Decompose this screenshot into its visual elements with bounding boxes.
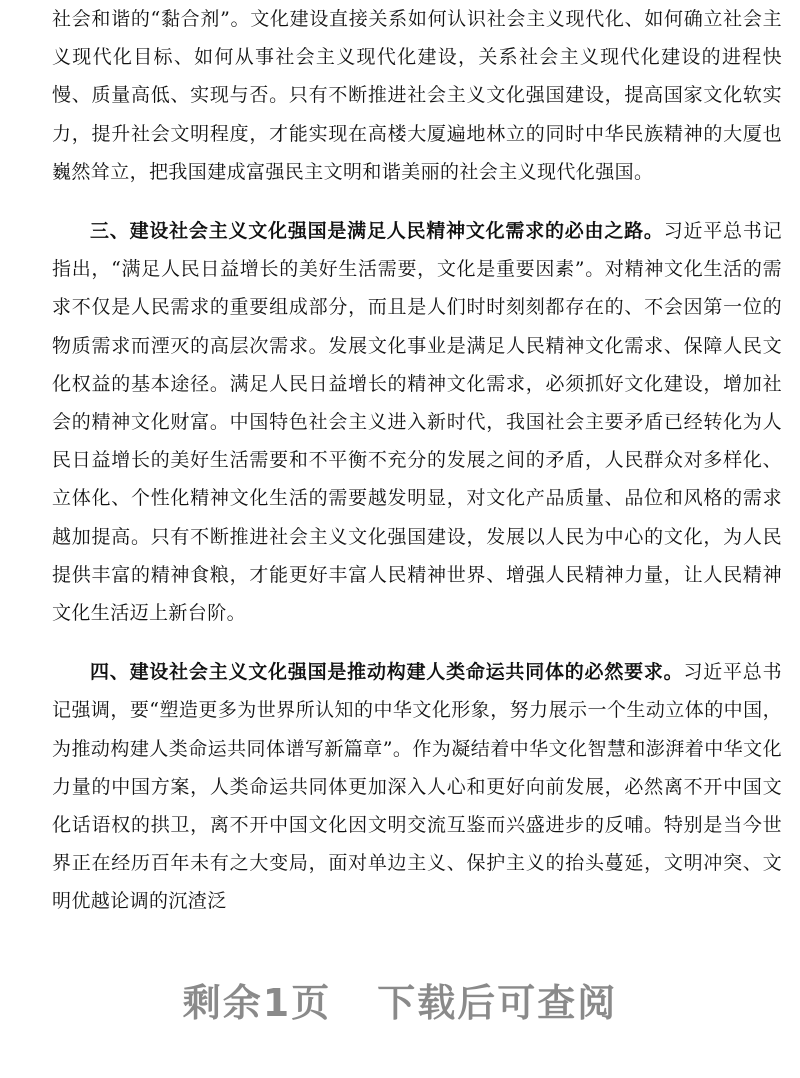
paragraph-section-three — [52, 212, 782, 632]
section-three-body: 习近平总书记指出，“满足人民日益增长的美好生活需要，文化是重要因素”。对精神文化生活的需求不仅是人民需求的重要组成部分，而且是人们时时刻刻都存在的、不会因第一位的物质需求而湮灭的高层次需求。发展文化事业是满足人民精神文化需求、保障人民文化权益的基本途径。满足人民日益增长的精神文化需求，必须抓好文化建设，增加社会的精神文化财富。中国特色社会主义进入新时代，我国社会主要矛盾已经转化为人民日益增长的美好生活需要和不平衡不充分的发展之间的矛盾，人民群众对多样化、立体化、个性化精神文化生活的需要越发明显，对文化产品质量、品位和风格的需求越加提高。只有不断推进社会主义文化强国建设，发展以人民为中心的文化，为人民提供丰富的精神食粮，才能更好丰富人民精神世界、增强人民精神力量，让人民精神文化生活迈上新台阶。 — [52, 220, 782, 625]
document-page — [52, 0, 782, 921]
paragraph-section-four — [52, 653, 782, 920]
download-prompt-banner[interactable] — [0, 972, 800, 1027]
remaining-pages-label: 剩余1页 — [182, 981, 332, 1025]
download-to-view-label: 下载后可查阅 — [377, 981, 618, 1025]
paragraph-intro: 社会和谐的“黏合剂”。文化建设直接关系如何认识社会主义现代化、如何确立社会主义现代化目标、如何从事社会主义现代化建设，关系社会主义现代化建设的进程快慢、质量高低、实现与否。只有不断推进社会主义文化强国建设，提高国家文化软实力，提升社会文明程度，才能实现在高楼大厦遍地林立的同时中华民族精神的大厦也巍然耸立，把我国建成富强民主文明和谐美丽的社会主义现代化强国。 — [52, 8, 782, 183]
section-three-heading: 三、建设社会主义文化强国是满足人民精神文化需求的必由之路。 — [90, 220, 664, 243]
section-four-heading: 四、建设社会主义文化强国是推动构建人类命运共同体的必然要求。 — [90, 661, 684, 684]
section-four-body: 习近平总书记强调，要“塑造更多为世界所认知的中华文化形象，努力展示一个生动立体的中国，为推动构建人类命运共同体谱写新篇章”。作为凝结着中华文化智慧和澎湃着中华文化力量的中国方案，人类命运共同体更加深入人心和更好向前发展，必然离不开中国文化话语权的拱卫，离不开中国文化因文明交流互鉴而兴盛进步的反哺。特别是当今世界正在经历百年未有之大变局，面对单边主义、保护主义的抬头蔓延，文明冲突、文明优越论调的沉渣泛 — [52, 661, 782, 913]
